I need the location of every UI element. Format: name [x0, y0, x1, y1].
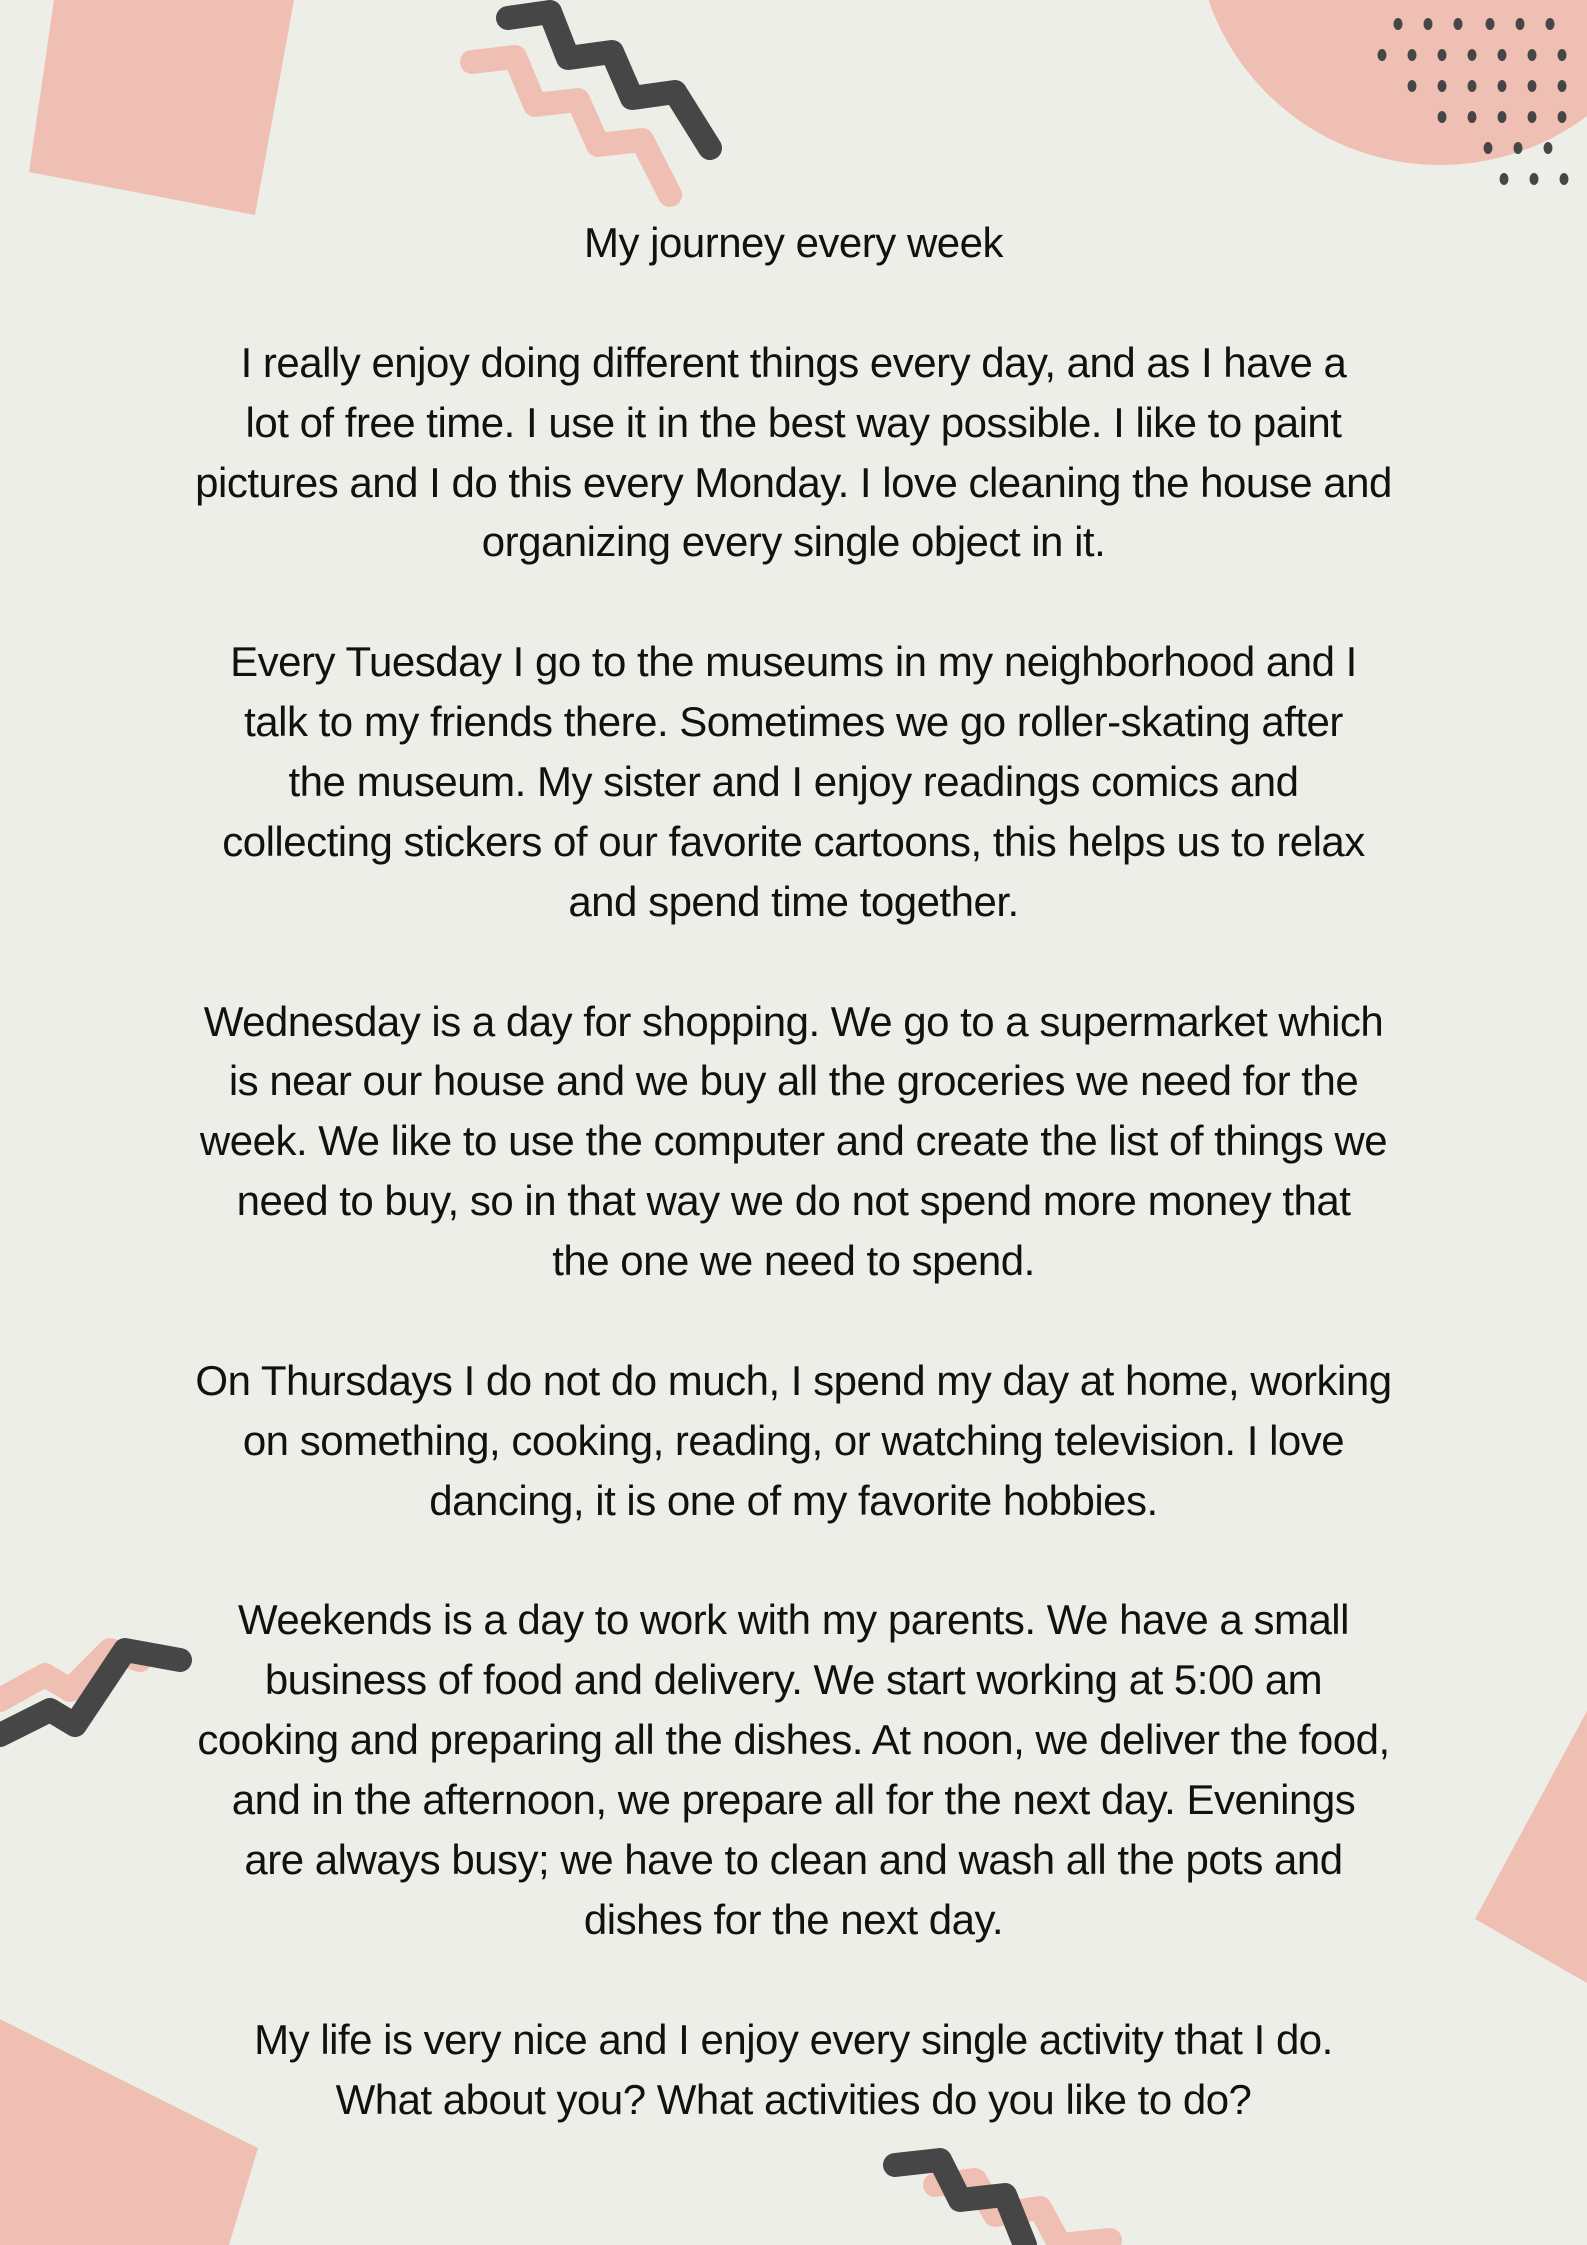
text-line: On Thursdays I do not do much, I spend my day at home, working [195, 1356, 1392, 1404]
paragraph [0, 2010, 1587, 2130]
dot [1514, 142, 1523, 154]
text-line: talk to my friends there. Sometimes we go roller-skating after [244, 698, 1343, 746]
dot [1378, 49, 1387, 61]
dot [1498, 80, 1507, 92]
dot [1438, 49, 1447, 61]
dot [1486, 18, 1495, 30]
pink-circle-top-right [1195, 0, 1587, 165]
text-line: the one we need to spend. [552, 1237, 1035, 1285]
dot [1498, 111, 1507, 123]
text-line: dishes for the next day. [583, 1895, 1004, 1943]
text-line: business of food and delivery. We start working at 5:00 am [264, 1656, 1323, 1704]
text-line: lot of free time. I use it in the best way possible. I like to paint [245, 398, 1342, 446]
dot [1468, 111, 1477, 123]
dot [1484, 142, 1493, 154]
dot [1546, 18, 1555, 30]
dot [1528, 80, 1537, 92]
dot [1468, 49, 1477, 61]
text-line: on something, cooking, reading, or watching television. I love [242, 1416, 1345, 1464]
text-line: pictures and I do this every Monday. I love cleaning the house and [195, 458, 1392, 506]
dot [1394, 18, 1403, 30]
page-title: My journey every week [584, 219, 1003, 266]
text-line: and in the afternoon, we prepare all for the next day. Evenings [231, 1776, 1356, 1824]
dot [1500, 173, 1509, 185]
paragraph [0, 1590, 1587, 1949]
text-line: the museum. My sister and I enjoy readings comics and [288, 758, 1299, 806]
text-line: What about you? What activities do you like to do? [335, 2075, 1252, 2123]
dot [1454, 18, 1463, 30]
dot [1558, 49, 1567, 61]
dot [1468, 80, 1477, 92]
dot [1530, 173, 1539, 185]
text-line: I really enjoy doing different things every day, and as I have a [240, 338, 1347, 386]
pink-zigzag-top [472, 57, 670, 195]
text-line: is near our house and we buy all the groceries we need for the [228, 1057, 1359, 1105]
dot [1558, 80, 1567, 92]
dot [1408, 80, 1417, 92]
text-line: Wednesday is a day for shopping. We go to a supermarket which [203, 997, 1384, 1045]
dot [1560, 173, 1569, 185]
paragraph [0, 992, 1587, 1291]
paragraph [0, 632, 1587, 931]
dot [1558, 111, 1567, 123]
text-line: dancing, it is one of my favorite hobbies. [429, 1476, 1158, 1524]
dot [1408, 49, 1417, 61]
dark-zigzag-top [508, 12, 710, 148]
text-line: and spend time together. [568, 877, 1019, 925]
text-line: Weekends is a day to work with my parents. We have a small [238, 1596, 1349, 1644]
paragraph [0, 333, 1587, 573]
dot [1438, 80, 1447, 92]
text-line: Every Tuesday I go to the museums in my neighborhood and I [230, 638, 1357, 686]
dot [1424, 18, 1433, 30]
dot [1528, 111, 1537, 123]
paragraph [0, 1351, 1587, 1531]
text-line: organizing every single object in it. [481, 518, 1106, 566]
dot [1544, 142, 1553, 154]
text-line: collecting stickers of our favorite cartoons, this helps us to relax [222, 817, 1365, 865]
dot [1498, 49, 1507, 61]
text-line: My life is very nice and I enjoy every single activity that I do. [254, 2015, 1333, 2063]
text-line: cooking and preparing all the dishes. At noon, we deliver the food, [197, 1716, 1390, 1764]
dot [1438, 111, 1447, 123]
text-line: need to buy, so in that way we do not spend more money that [236, 1177, 1351, 1225]
pink-quad-top-left [29, 0, 294, 215]
dot [1516, 18, 1525, 30]
text-line: are always busy; we have to clean and wash all the pots and [244, 1836, 1343, 1884]
text-line: week. We like to use the computer and create the list of things we [199, 1117, 1388, 1165]
document-body [0, 213, 1587, 2189]
dot [1528, 49, 1537, 61]
